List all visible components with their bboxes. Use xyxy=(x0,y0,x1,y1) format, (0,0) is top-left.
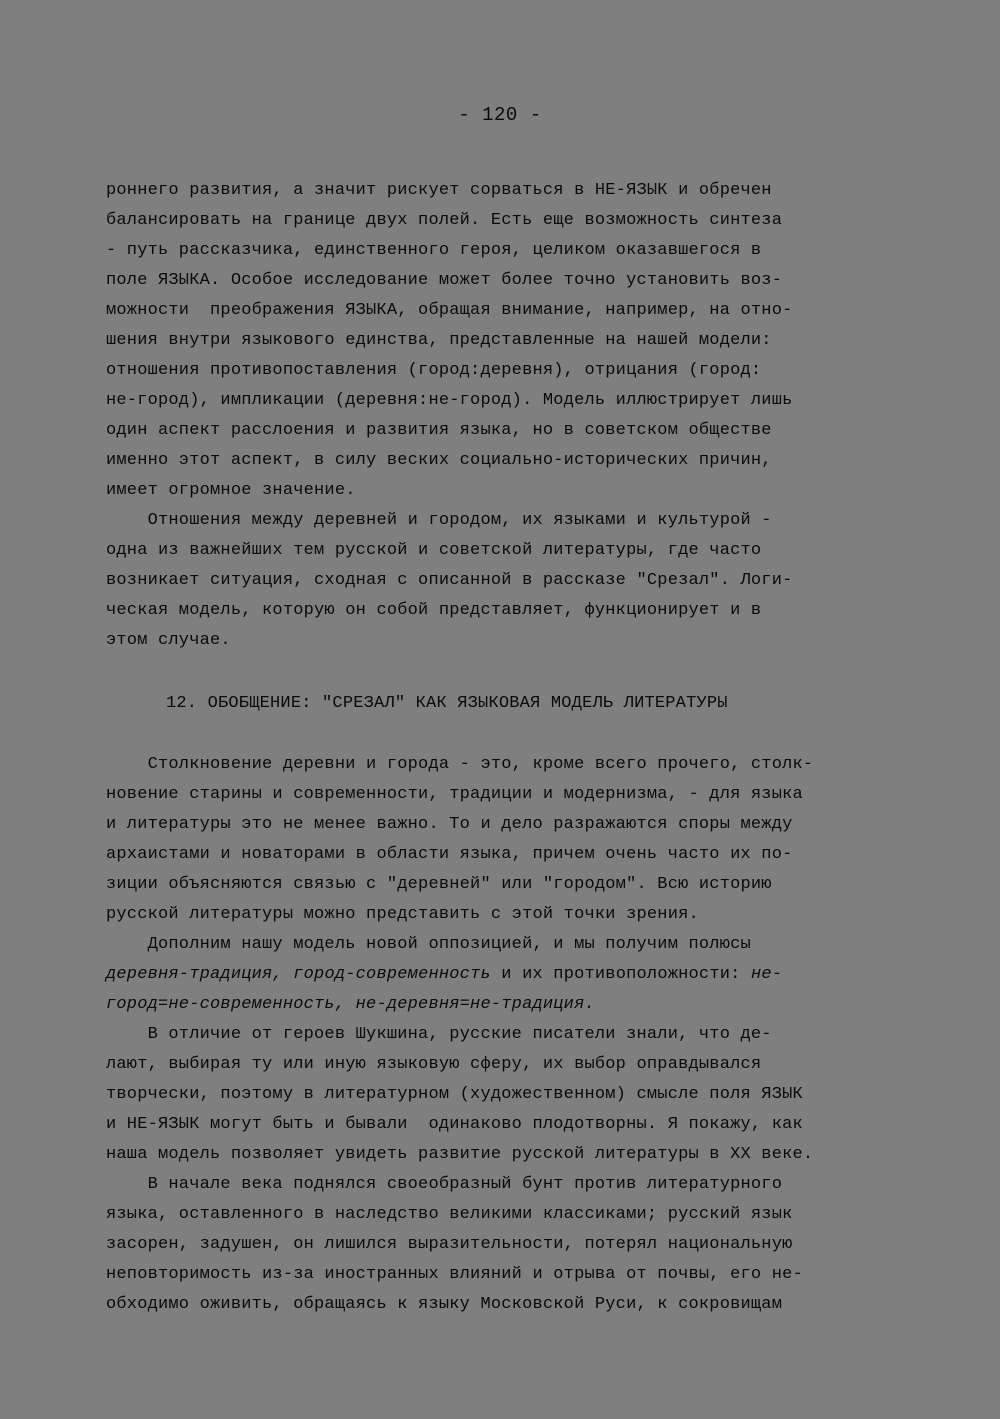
italic-term: не- xyxy=(750,965,783,984)
text-line: шения внутри языкового единства, представленные на нашей модели: xyxy=(106,331,772,350)
text-line: зиции объясняются связью с "деревней" или "городом". Всю историю xyxy=(106,875,772,894)
italic-term: город-современность xyxy=(293,965,491,984)
text-line: поле ЯЗЫКА. Особое исследование может более точно установить воз- xyxy=(106,271,783,290)
text-line: этом случае. xyxy=(106,631,231,650)
text-line: имеет огромное значение. xyxy=(106,481,356,500)
text-line: один аспект расслоения и развития языка, но в советском обществе xyxy=(106,421,772,440)
text-line: творчески, поэтому в литературном (художественном) смысле поля ЯЗЫК xyxy=(106,1085,803,1104)
section-heading: 12. ОБОБЩЕНИЕ: "СРЕЗАЛ" КАК ЯЗЫКОВАЯ МОДЕЛЬ ЛИТЕРАТУРЫ xyxy=(166,694,728,713)
text-line: одна из важнейших тем русской и советской литературы, где часто xyxy=(106,541,762,560)
text-line: лают, выбирая ту или иную языковую сферу, их выбор оправдывался xyxy=(106,1055,762,1074)
text-line: языка, оставленного в наследство великими классиками; русский язык xyxy=(106,1205,793,1224)
text-line: роннего развития, а значит рискует сорваться в НЕ-ЯЗЫК и обречен xyxy=(106,181,772,200)
text-line: именно этот аспект, в силу веских социально-исторических причин, xyxy=(106,451,772,470)
paragraph-block-1 xyxy=(106,176,936,656)
text-line-italic-mixed xyxy=(106,960,936,990)
text-line: Отношения между деревней и городом, их языками и культурой - xyxy=(106,511,772,530)
text-line: обходимо оживить, обращаясь к языку Московской Руси, к сокровищам xyxy=(106,1295,783,1314)
text-line: русской литературы можно представить с этой точки зрения. xyxy=(106,905,699,924)
text-line: можности преображения ЯЗЫКА, обращая внимание, например, на отно- xyxy=(106,301,793,320)
italic-term: деревня-традиция, xyxy=(106,965,283,984)
text-line: балансировать на границе двух полей. Есть еще возможность синтеза xyxy=(106,211,783,230)
text-line-italic: город=не-современность, не-деревня=не-традиция. xyxy=(106,995,595,1014)
text-line: и НЕ-ЯЗЫК могут быть и бывали одинаково плодотворны. Я покажу, как xyxy=(106,1115,803,1134)
text-line: Столкновение деревни и города - это, кроме всего прочего, столк- xyxy=(106,755,814,774)
text-line: ческая модель, которую он собой представляет, функционирует и в xyxy=(106,601,762,620)
text-line: новение старины и современности, традиции и модернизма, - для языка xyxy=(106,785,803,804)
text-line: архаистами и новаторами в области языка, причем очень часто их по- xyxy=(106,845,793,864)
text-line: отношения противопоставления (город:деревня), отрицания (город: xyxy=(106,361,762,380)
paragraph-block-2 xyxy=(106,750,936,1320)
text-line: неповторимость из-за иностранных влияний и отрыва от почвы, его не- xyxy=(106,1265,803,1284)
page-number: - 120 - xyxy=(458,104,542,126)
text-line: и литературы это не менее важно. То и дело разражаются споры между xyxy=(106,815,793,834)
text-line: засорен, задушен, он лишился выразительности, потерял национальную xyxy=(106,1235,793,1254)
text-line: не-город), импликации (деревня:не-город). Модель иллюстрирует лишь xyxy=(106,391,793,410)
text-span: и их противоположности: xyxy=(490,965,751,984)
text-line: - путь рассказчика, единственного героя, целиком оказавшегося в xyxy=(106,241,762,260)
text-line: В отличие от героев Шукшина, русские писатели знали, что де- xyxy=(106,1025,772,1044)
text-line: возникает ситуация, сходная с описанной в рассказе "Срезал". Логи- xyxy=(106,571,793,590)
text-line: наша модель позволяет увидеть развитие русской литературы в XX веке. xyxy=(106,1145,814,1164)
text-line: В начале века поднялся своеобразный бунт против литературного xyxy=(106,1175,783,1194)
text-span xyxy=(283,965,293,984)
text-line: Дополним нашу модель новой оппозицией, и мы получим полюсы xyxy=(106,935,751,954)
